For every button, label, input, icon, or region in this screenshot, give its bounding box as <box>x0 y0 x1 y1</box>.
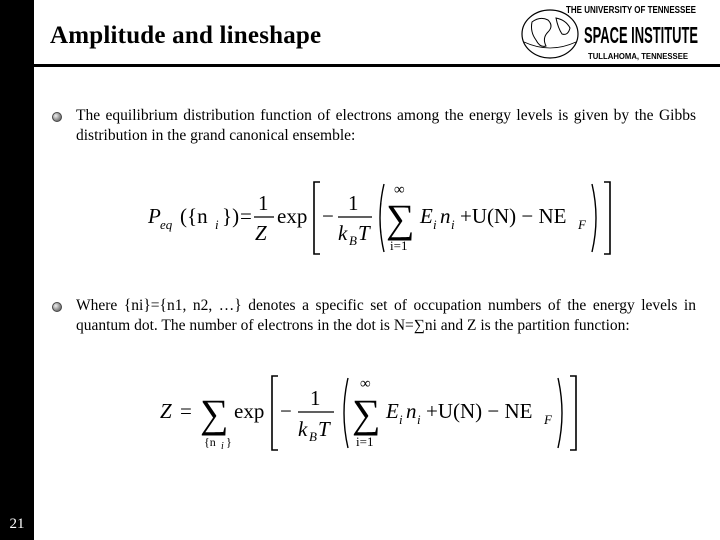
svg-text:i: i <box>451 217 455 232</box>
title-rule <box>34 64 720 67</box>
sum-symbol: ∑ <box>386 196 415 241</box>
partition-function-equation <box>150 370 610 458</box>
svg-text:∞: ∞ <box>360 376 371 392</box>
sum-symbol: ∑ <box>352 391 381 436</box>
svg-text:P: P <box>148 204 161 228</box>
svg-text:+U(N) − NE: +U(N) − NE <box>426 399 533 423</box>
bullet-icon <box>52 112 62 122</box>
outer-sum-symbol: ∑ <box>200 391 229 436</box>
svg-text:({n: ({n <box>180 204 208 228</box>
svg-text:{n: {n <box>204 435 216 449</box>
svg-text:=: = <box>240 204 252 228</box>
svg-text:−: − <box>280 399 292 423</box>
svg-text:∞: ∞ <box>394 182 405 198</box>
globe-continents <box>532 18 571 46</box>
svg-text:T: T <box>318 417 330 441</box>
svg-text:k: k <box>298 417 308 441</box>
bullet-text-1: The equilibrium distribution function of electrons among the energy levels is given by the Gibbs distribution in the grand canonical ensemble: <box>76 107 696 144</box>
svg-text:i: i <box>399 412 403 427</box>
logo-line-1: THE UNIVERSITY OF TENNESSEE <box>566 4 696 16</box>
svg-text:n: n <box>440 204 451 228</box>
gibbs-distribution-equation <box>140 176 630 260</box>
svg-text:exp: exp <box>277 204 308 228</box>
svg-text:i=1: i=1 <box>356 434 374 449</box>
svg-text:}): }) <box>222 204 240 228</box>
svg-text:i: i <box>417 412 421 427</box>
svg-text:1: 1 <box>258 191 269 215</box>
svg-text:1: 1 <box>310 386 321 410</box>
svg-text:eq: eq <box>160 217 173 232</box>
svg-text:1: 1 <box>348 191 359 215</box>
svg-text:Z: Z <box>255 221 267 245</box>
svg-text:Z: Z <box>160 399 172 423</box>
bullet-icon <box>52 302 62 312</box>
svg-text:k: k <box>338 221 348 245</box>
svg-text:T: T <box>358 221 370 245</box>
svg-text:B: B <box>349 233 357 248</box>
svg-text:+U(N) − NE: +U(N) − NE <box>460 204 567 228</box>
svg-text:exp: exp <box>234 399 265 423</box>
svg-text:−: − <box>322 204 334 228</box>
globe-icon <box>522 10 578 58</box>
svg-text:i=1: i=1 <box>390 238 408 253</box>
slide-title: Amplitude and lineshape <box>50 22 322 49</box>
university-logo <box>518 2 718 62</box>
svg-text:B: B <box>309 429 317 444</box>
logo-line-3: TULLAHOMA, TENNESSEE <box>588 52 689 61</box>
svg-text:i: i <box>433 217 437 232</box>
logo-line-2: SPACE INSTITUTE <box>584 22 698 48</box>
svg-text:F: F <box>544 412 552 427</box>
svg-text:=: = <box>180 399 192 423</box>
bullet-text-2: Where {ni}={n1, n2, …} denotes a specific set of occupation numbers of the energy levels in quantum dot. The number of electrons in the dot is N=∑ni and Z is the partition function: <box>76 297 696 334</box>
svg-text:n: n <box>406 399 417 423</box>
slide-number: 21 <box>9 516 25 532</box>
svg-text:}: } <box>226 435 232 449</box>
svg-text:E: E <box>420 204 433 228</box>
left-bar <box>0 0 34 540</box>
svg-text:E: E <box>386 399 399 423</box>
svg-text:F: F <box>578 217 586 232</box>
svg-text:i: i <box>221 441 224 452</box>
svg-text:i: i <box>215 217 219 232</box>
